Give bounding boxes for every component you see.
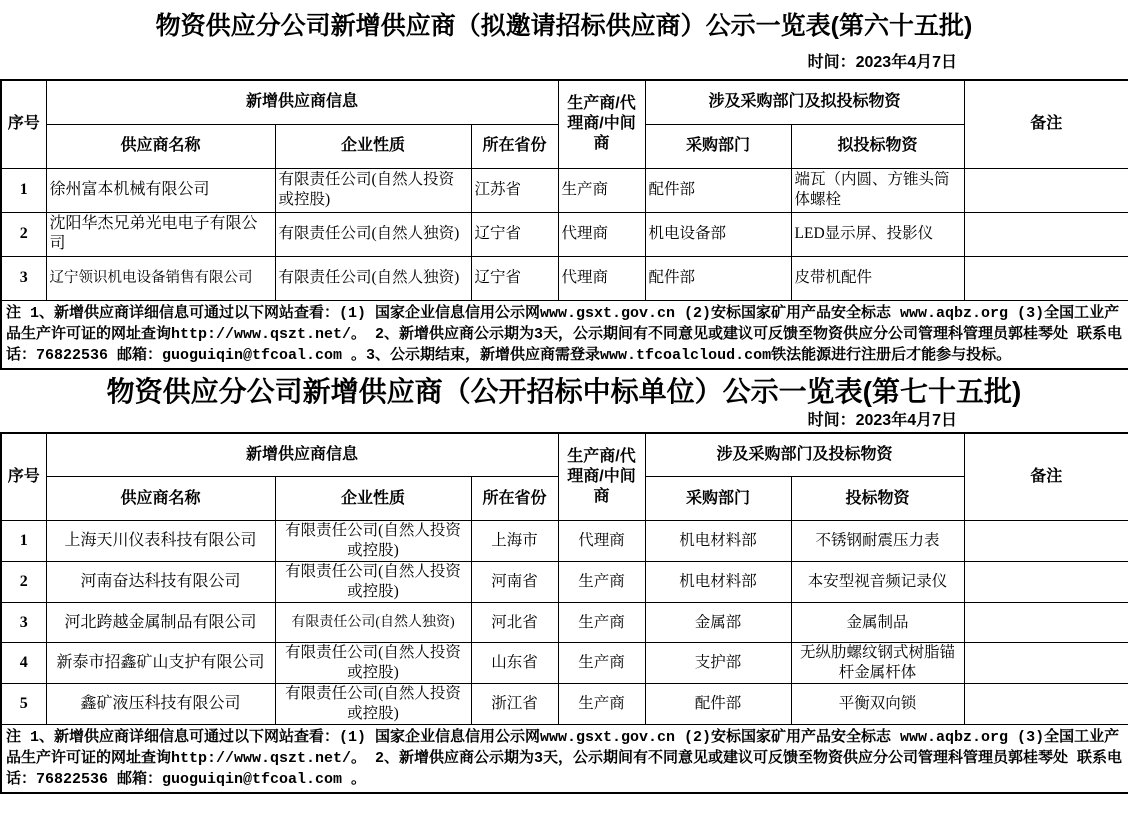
cell-role: 生产商	[558, 643, 645, 684]
header-goods: 投标物资	[791, 477, 964, 521]
cell-remark	[964, 603, 1128, 643]
document-title-1: 物资供应分公司新增供应商（拟邀请招标供应商）公示一览表(第六十五批)	[155, 12, 973, 40]
cell-supplier-name: 河北跨越金属制品有限公司	[46, 603, 275, 643]
cell-remark	[964, 212, 1128, 256]
cell-seq: 2	[1, 212, 46, 256]
header-supplier-name: 供应商名称	[46, 124, 275, 168]
cell-remark	[964, 684, 1128, 725]
cell-goods: 本安型视音频记录仪	[791, 562, 964, 603]
cell-procure-dept: 机电设备部	[645, 212, 791, 256]
note-row	[1, 300, 1128, 369]
table-body	[1, 168, 1128, 300]
header-role: 生产商/代理商/中间商	[558, 433, 645, 521]
cell-enterprise-nature: 有限责任公司(自然人独资)	[275, 603, 471, 643]
date-line-2: 时间：2023年4月7日	[807, 411, 957, 429]
date-line-1: 时间：2023年4月7日	[807, 54, 957, 71]
cell-supplier-name: 徐州富本机械有限公司	[46, 168, 275, 212]
cell-enterprise-nature: 有限责任公司(自然人投资或控股)	[275, 684, 471, 725]
supplier-table-2	[0, 432, 1128, 795]
header-province: 所在省份	[471, 477, 558, 521]
cell-province: 上海市	[471, 521, 558, 562]
table-row	[1, 521, 1128, 562]
cell-remark	[964, 168, 1128, 212]
cell-seq: 1	[1, 521, 46, 562]
header-info-group: 新增供应商信息	[46, 80, 558, 124]
table-note-1: 注 1、新增供应商详细信息可通过以下网站查看：(1) 国家企业信息信用公示网www.gsxt.gov.cn (2)安标国家矿用产品安全标志 www.aqbz.org (3)全国工业产品生产许可证的网址查询http://www.qszt.net/。 2、新增供应商公示期为3天，公示期间有不同意见或建议可反馈至物资供应分公司管理科管理员郭桂琴处 联系电话：76822536 邮箱：guoguiqin@tfcoal.com 。3、公示期结束，新增供应商需登录www.tfcoalcloud.com铁法能源进行注册后才能参与投标。	[1, 300, 1128, 369]
cell-role: 生产商	[558, 603, 645, 643]
cell-procure-dept: 配件部	[645, 256, 791, 300]
cell-seq: 5	[1, 684, 46, 725]
cell-goods: 无纵肋螺纹钢式树脂锚杆金属杆体	[791, 643, 964, 684]
table-row	[1, 562, 1128, 603]
header-row-1	[1, 80, 1128, 124]
supplier-table-1	[0, 79, 1128, 370]
cell-role: 生产商	[558, 168, 645, 212]
cell-supplier-name: 新泰市招鑫矿山支护有限公司	[46, 643, 275, 684]
cell-procure-dept: 金属部	[645, 603, 791, 643]
cell-goods: 皮带机配件	[791, 256, 964, 300]
cell-supplier-name: 辽宁领识机电设备销售有限公司	[46, 256, 275, 300]
header-remark: 备注	[964, 80, 1128, 168]
table-row	[1, 212, 1128, 256]
cell-remark	[964, 643, 1128, 684]
table-row	[1, 643, 1128, 684]
cell-enterprise-nature: 有限责任公司(自然人投资或控股)	[275, 168, 471, 212]
cell-enterprise-nature: 有限责任公司(自然人独资)	[275, 212, 471, 256]
header-remark: 备注	[964, 433, 1128, 521]
cell-goods: LED显示屏、投影仪	[791, 212, 964, 256]
cell-goods: 金属制品	[791, 603, 964, 643]
table-row	[1, 168, 1128, 212]
cell-province: 辽宁省	[471, 256, 558, 300]
header-procure-dept: 采购部门	[645, 124, 791, 168]
cell-remark	[964, 256, 1128, 300]
header-procure-dept: 采购部门	[645, 477, 791, 521]
cell-enterprise-nature: 有限责任公司(自然人投资或控股)	[275, 521, 471, 562]
cell-procure-dept: 机电材料部	[645, 521, 791, 562]
cell-remark	[964, 521, 1128, 562]
table-header	[1, 80, 1128, 168]
note-row	[1, 725, 1128, 794]
header-seq: 序号	[1, 80, 46, 168]
cell-seq: 4	[1, 643, 46, 684]
header-enterprise-nature: 企业性质	[275, 124, 471, 168]
cell-supplier-name: 上海天川仪表科技有限公司	[46, 521, 275, 562]
cell-supplier-name: 鑫矿液压科技有限公司	[46, 684, 275, 725]
cell-role: 生产商	[558, 562, 645, 603]
header-procure-group: 涉及采购部门及投标物资	[645, 433, 964, 477]
header-goods: 拟投标物资	[791, 124, 964, 168]
header-info-group: 新增供应商信息	[46, 433, 558, 477]
cell-supplier-name: 沈阳华杰兄弟光电电子有限公司	[46, 212, 275, 256]
cell-procure-dept: 配件部	[645, 168, 791, 212]
cell-enterprise-nature: 有限责任公司(自然人独资)	[275, 256, 471, 300]
cell-role: 生产商	[558, 684, 645, 725]
cell-province: 辽宁省	[471, 212, 558, 256]
cell-goods: 平衡双向锁	[791, 684, 964, 725]
cell-goods: 端瓦（内圆、方锥头筒体螺栓	[791, 168, 964, 212]
cell-seq: 2	[1, 562, 46, 603]
header-row-1	[1, 433, 1128, 477]
cell-seq: 1	[1, 168, 46, 212]
cell-role: 代理商	[558, 521, 645, 562]
cell-role: 代理商	[558, 256, 645, 300]
cell-role: 代理商	[558, 212, 645, 256]
cell-province: 浙江省	[471, 684, 558, 725]
cell-remark	[964, 562, 1128, 603]
header-province: 所在省份	[471, 124, 558, 168]
cell-province: 河北省	[471, 603, 558, 643]
table-row	[1, 603, 1128, 643]
cell-province: 江苏省	[471, 168, 558, 212]
cell-enterprise-nature: 有限责任公司(自然人投资或控股)	[275, 562, 471, 603]
table-note-2: 注 1、新增供应商详细信息可通过以下网站查看：(1) 国家企业信息信用公示网www.gsxt.gov.cn (2)安标国家矿用产品安全标志 www.aqbz.org (3)全国工业产品生产许可证的网址查询http://www.qszt.net/。 2、新增供应商公示期为3天，公示期间有不同意见或建议可反馈至物资供应分公司管理科管理员郭桂琴处 联系电话：76822536 邮箱：guoguiqin@tfcoal.com 。	[1, 725, 1128, 794]
header-role: 生产商/代理商/中间商	[558, 80, 645, 168]
cell-goods: 不锈钢耐震压力表	[791, 521, 964, 562]
header-supplier-name: 供应商名称	[46, 477, 275, 521]
header-enterprise-nature: 企业性质	[275, 477, 471, 521]
document-title-2: 物资供应分公司新增供应商（公开招标中标单位）公示一览表(第七十五批)	[106, 375, 1022, 407]
cell-procure-dept: 配件部	[645, 684, 791, 725]
header-seq: 序号	[1, 433, 46, 521]
table-footer	[1, 725, 1128, 794]
cell-procure-dept: 机电材料部	[645, 562, 791, 603]
cell-enterprise-nature: 有限责任公司(自然人投资或控股)	[275, 643, 471, 684]
cell-province: 河南省	[471, 562, 558, 603]
header-procure-group: 涉及采购部门及拟投标物资	[645, 80, 964, 124]
cell-province: 山东省	[471, 643, 558, 684]
table-body	[1, 521, 1128, 725]
table-footer	[1, 300, 1128, 369]
table-header	[1, 433, 1128, 521]
cell-seq: 3	[1, 256, 46, 300]
cell-procure-dept: 支护部	[645, 643, 791, 684]
cell-supplier-name: 河南奋达科技有限公司	[46, 562, 275, 603]
table-row	[1, 684, 1128, 725]
table-row	[1, 256, 1128, 300]
cell-seq: 3	[1, 603, 46, 643]
